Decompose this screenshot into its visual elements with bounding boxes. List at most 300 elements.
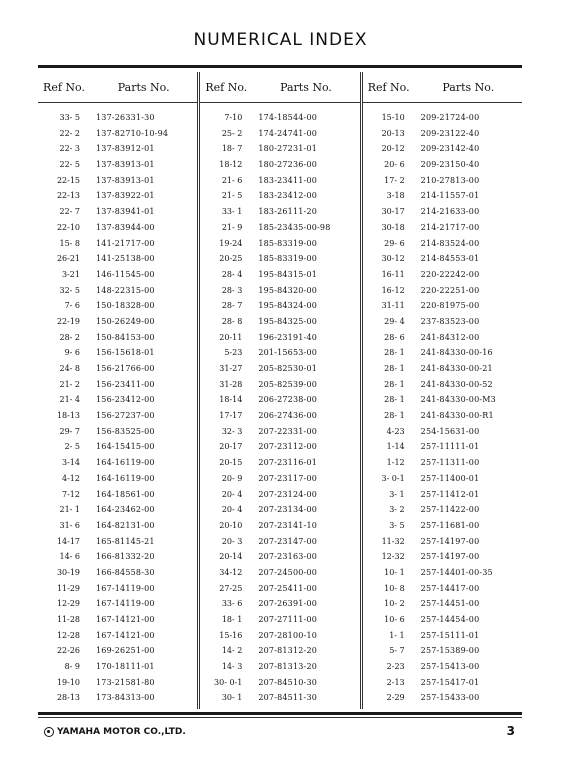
parts-no-cell: 214-83524-00 — [420, 238, 480, 248]
table-row — [200, 502, 359, 518]
index-column-3 — [360, 72, 522, 709]
table-row — [200, 173, 359, 189]
ref-no-cell: 22- 7 — [59, 207, 80, 217]
parts-no-cell: 201-15653-00 — [258, 348, 318, 358]
ref-no-cell: 22- 3 — [59, 144, 80, 154]
table-row — [200, 251, 359, 267]
parts-no-cell: 257-15389-00 — [420, 646, 480, 656]
table-row — [38, 565, 197, 581]
parts-no-cell: 257-15111-01 — [420, 630, 480, 640]
ref-no-cell: 1-14 — [386, 442, 405, 452]
parts-no-cell: 165-81145-21 — [96, 536, 155, 546]
page-title: NUMERICAL INDEX — [193, 30, 368, 50]
parts-no-cell: 210-27813-00 — [420, 175, 480, 185]
parts-no-cell: 257-15417-01 — [420, 677, 480, 687]
ref-no-cell: 28- 2 — [59, 332, 80, 342]
parts-no-cell: 257-11422-00 — [420, 505, 480, 515]
numerical-index-table — [38, 72, 522, 709]
table-row — [363, 173, 522, 189]
ref-no-cell: 20- 4 — [221, 489, 243, 499]
ref-no-cell: 25- 2 — [221, 128, 243, 138]
table-row — [38, 283, 197, 299]
ref-no-cell: 20-15 — [219, 458, 243, 468]
table-row — [363, 236, 522, 252]
parts-no-cell: 174-24741-00 — [258, 128, 318, 138]
ref-no-cell: 14- 3 — [221, 662, 243, 672]
ref-no-cell: 21- 5 — [221, 191, 243, 201]
ref-no-cell: 22- 2 — [59, 128, 80, 138]
table-row — [200, 377, 359, 393]
parts-no-cell: 156-23412-00 — [96, 395, 155, 405]
table-row — [363, 298, 522, 314]
ref-no-cell: 29- 4 — [384, 316, 405, 326]
ref-no-cell: 30-12 — [381, 254, 405, 264]
parts-no-cell: 166-81332-20 — [96, 552, 155, 562]
ref-no-cell: 5-23 — [224, 348, 243, 358]
table-row — [38, 173, 197, 189]
table-row — [200, 690, 359, 706]
parts-no-cell: 137-26331-30 — [96, 113, 155, 122]
table-row — [363, 126, 522, 142]
table-row — [363, 251, 522, 267]
parts-no-cell: 156-21766-00 — [96, 364, 155, 373]
ref-no-cell: 15-16 — [219, 630, 243, 640]
parts-no-cell: 167-14119-00 — [96, 583, 155, 593]
bottom-rule — [38, 712, 522, 715]
ref-no-cell: 14- 2 — [221, 646, 243, 656]
table-row — [200, 424, 359, 440]
ref-no-cell: 3-18 — [386, 191, 405, 201]
ref-no-cell: 5- 7 — [389, 646, 405, 656]
ref-no-header: Ref No. — [367, 80, 410, 94]
table-row — [200, 675, 359, 691]
ref-no-cell: 15-10 — [381, 113, 405, 122]
ref-no-cell: 2- 5 — [64, 442, 80, 452]
ref-no-cell: 20-10 — [219, 520, 243, 530]
ref-no-cell: 14-17 — [56, 536, 80, 546]
parts-no-cell: 170-18111-01 — [96, 662, 155, 672]
parts-no-cell: 150-18328-00 — [96, 301, 155, 311]
ref-no-cell: 12-32 — [381, 552, 405, 562]
table-row — [38, 487, 197, 503]
ref-no-cell: 28- 1 — [384, 364, 405, 373]
table-row — [38, 377, 197, 393]
parts-no-cell: 207-84511-30 — [258, 693, 318, 703]
table-row — [363, 220, 522, 236]
ref-no-cell: 20-11 — [219, 332, 243, 342]
ref-no-cell: 28- 8 — [221, 316, 243, 326]
ref-no-cell: 11-28 — [56, 615, 80, 624]
parts-no-cell: 195-84315-01 — [258, 269, 318, 279]
table-row — [363, 424, 522, 440]
parts-no-cell: 169-26251-00 — [96, 646, 155, 656]
table-row — [38, 534, 197, 550]
ref-no-cell: 33- 5 — [59, 113, 80, 122]
table-row — [200, 534, 359, 550]
parts-no-cell: 196-23191-40 — [258, 332, 318, 342]
parts-no-cell: 156-27237-00 — [96, 411, 155, 421]
ref-no-cell: 11-32 — [381, 536, 405, 546]
parts-no-cell: 214-21717-00 — [420, 222, 480, 232]
parts-no-cell: 209-23122-40 — [420, 128, 480, 138]
table-row — [363, 314, 522, 330]
ref-no-cell: 20- 9 — [221, 473, 243, 483]
table-row — [200, 157, 359, 173]
parts-no-cell: 183-23412-00 — [258, 191, 318, 201]
ref-no-cell: 24- 8 — [59, 364, 80, 373]
ref-no-cell: 18-13 — [56, 411, 80, 421]
table-row — [363, 188, 522, 204]
table-row — [200, 549, 359, 565]
ref-no-cell: 3- 1 — [389, 489, 405, 499]
ref-no-cell: 28- 7 — [221, 301, 243, 311]
table-row — [38, 690, 197, 706]
parts-no-cell: 214-84553-01 — [420, 254, 480, 264]
parts-no-cell: 207-81313-20 — [258, 662, 318, 672]
ref-no-cell: 17-17 — [219, 411, 243, 421]
ref-no-cell: 20-14 — [219, 552, 243, 562]
parts-no-cell: 164-82131-00 — [96, 520, 155, 530]
table-row — [38, 455, 197, 471]
table-row — [38, 612, 197, 628]
ref-no-cell: 18-12 — [219, 160, 243, 170]
ref-no-cell: 18- 1 — [221, 615, 243, 624]
ref-no-cell: 20-17 — [219, 442, 243, 452]
parts-no-cell: 257-11111-01 — [420, 442, 480, 452]
table-row — [363, 345, 522, 361]
ref-no-cell: 34-12 — [219, 567, 243, 577]
table-row — [200, 314, 359, 330]
table-row — [200, 267, 359, 283]
rows — [200, 110, 359, 706]
parts-no-cell: 167-14119-00 — [96, 599, 155, 609]
parts-no-cell: 214-21633-00 — [420, 207, 480, 217]
parts-no-cell: 241-84330-00-16 — [420, 348, 493, 358]
table-row — [200, 643, 359, 659]
table-row — [38, 298, 197, 314]
table-row — [200, 596, 359, 612]
table-row — [200, 408, 359, 424]
parts-no-cell: 257-11400-01 — [420, 473, 480, 483]
ref-no-cell: 1- 1 — [389, 630, 405, 640]
parts-no-cell: 257-14401-00-35 — [420, 567, 493, 577]
table-row — [363, 408, 522, 424]
ref-no-cell: 20- 6 — [384, 160, 405, 170]
ref-no-cell: 10- 8 — [384, 583, 405, 593]
ref-no-header: Ref No. — [205, 80, 248, 94]
parts-no-cell: 164-23462-00 — [96, 505, 155, 515]
ref-no-cell: 12-29 — [56, 599, 80, 609]
parts-no-cell: 207-84510-30 — [258, 677, 318, 687]
parts-no-cell: 207-27111-00 — [258, 615, 318, 624]
table-row — [200, 188, 359, 204]
column-header — [363, 72, 522, 103]
parts-no-cell: 150-84153-00 — [96, 332, 155, 342]
ref-no-cell: 22-19 — [56, 316, 80, 326]
parts-no-cell: 180-27236-00 — [258, 160, 318, 170]
ref-no-cell: 26-21 — [56, 254, 80, 264]
parts-no-cell: 167-14121-00 — [96, 615, 155, 624]
parts-no-cell: 207-23147-00 — [258, 536, 318, 546]
ref-no-cell: 3- 5 — [389, 520, 405, 530]
table-row — [363, 377, 522, 393]
table-row — [363, 581, 522, 597]
ref-no-cell: 8- 9 — [64, 662, 80, 672]
table-row — [38, 439, 197, 455]
parts-no-cell: 205-82539-00 — [258, 379, 318, 389]
parts-no-cell: 241-84312-00 — [420, 332, 480, 342]
table-row — [200, 455, 359, 471]
ref-no-cell: 28- 6 — [384, 332, 405, 342]
parts-no-cell: 220-81975-00 — [420, 301, 480, 311]
parts-no-cell: 207-23134-00 — [258, 505, 318, 515]
table-row — [200, 236, 359, 252]
table-row — [363, 534, 522, 550]
parts-no-cell: 148-22315-00 — [96, 285, 155, 295]
parts-no-cell: 164-18561-00 — [96, 489, 155, 499]
table-row — [38, 251, 197, 267]
ref-no-cell: 3- 0-1 — [381, 473, 405, 483]
ref-no-cell: 22- 5 — [59, 160, 80, 170]
parts-no-cell: 241-84330-00-R1 — [420, 411, 494, 421]
ref-no-cell: 30-19 — [56, 567, 80, 577]
rows — [38, 110, 197, 706]
table-row — [38, 596, 197, 612]
parts-no-cell: 209-23150-40 — [420, 160, 480, 170]
table-row — [363, 487, 522, 503]
parts-no-cell: 156-15618-01 — [96, 348, 155, 358]
ref-no-cell: 3- 2 — [389, 505, 405, 515]
ref-no-cell: 28-13 — [56, 693, 80, 703]
parts-no-cell: 137-82710-10-94 — [96, 128, 169, 138]
table-row — [38, 157, 197, 173]
ref-no-cell: 16-12 — [381, 285, 405, 295]
parts-no-cell: 173-84313-00 — [96, 693, 155, 703]
ref-no-cell: 19-10 — [56, 677, 80, 687]
parts-no-cell: 137-83913-01 — [96, 175, 155, 185]
parts-no-cell: 207-22331-00 — [258, 426, 318, 436]
ref-no-cell: 18-14 — [219, 395, 243, 405]
parts-no-cell: 207-25411-00 — [258, 583, 318, 593]
parts-no-cell: 237-83523-00 — [420, 316, 480, 326]
page-number: 3 — [506, 724, 515, 738]
parts-no-cell: 156-23411-00 — [96, 379, 155, 389]
ref-no-cell: 30- 1 — [221, 693, 243, 703]
table-row — [38, 628, 197, 644]
parts-no-cell: 166-84558-30 — [96, 567, 155, 577]
table-row — [38, 659, 197, 675]
ref-no-cell: 28- 1 — [384, 411, 405, 421]
table-row — [363, 110, 522, 126]
ref-no-cell: 3-14 — [62, 458, 80, 468]
parts-no-cell: 137-83941-01 — [96, 207, 155, 217]
parts-no-cell: 257-11412-01 — [420, 489, 480, 499]
ref-no-cell: 30- 0-1 — [214, 677, 243, 687]
table-row — [38, 392, 197, 408]
parts-no-cell: 173-21581-80 — [96, 677, 155, 687]
parts-no-cell: 209-21724-00 — [420, 113, 480, 122]
ref-no-cell: 20-12 — [381, 144, 405, 154]
table-row — [200, 487, 359, 503]
ref-no-cell: 28- 4 — [221, 269, 243, 279]
ref-no-cell: 28- 1 — [384, 348, 405, 358]
parts-no-cell: 137-83913-01 — [96, 160, 155, 170]
parts-no-cell: 257-14417-00 — [420, 583, 480, 593]
yamaha-emblem-icon — [44, 727, 54, 737]
ref-no-cell: 21- 1 — [59, 505, 80, 515]
parts-no-cell: 183-26111-20 — [258, 207, 318, 217]
table-row — [38, 204, 197, 220]
ref-no-cell: 20-25 — [219, 254, 243, 264]
parts-no-cell: 137-83922-01 — [96, 191, 155, 201]
ref-no-cell: 30-18 — [381, 222, 405, 232]
ref-no-header: Ref No. — [43, 80, 85, 94]
parts-no-cell: 207-23117-00 — [258, 473, 318, 483]
parts-no-cell: 220-22242-00 — [420, 269, 480, 279]
ref-no-cell: 30-17 — [381, 207, 405, 217]
table-row — [363, 612, 522, 628]
bottom-thin-rule — [38, 717, 522, 718]
parts-no-cell: 209-23142-40 — [420, 144, 480, 154]
table-row — [38, 126, 197, 142]
parts-no-cell: 205-82530-01 — [258, 364, 318, 373]
table-row — [200, 298, 359, 314]
table-row — [200, 439, 359, 455]
table-row — [363, 267, 522, 283]
parts-no-cell: 137-83944-00 — [96, 222, 155, 232]
table-row — [38, 236, 197, 252]
parts-no-cell: 257-11311-00 — [420, 458, 480, 468]
table-row — [363, 659, 522, 675]
table-row — [38, 220, 197, 236]
table-row — [200, 141, 359, 157]
ref-no-cell: 22-26 — [56, 646, 80, 656]
parts-no-cell: 164-15415-00 — [96, 442, 155, 452]
table-row — [363, 455, 522, 471]
table-row — [38, 314, 197, 330]
ref-no-cell: 21- 2 — [59, 379, 80, 389]
parts-no-cell: 207-23141-10 — [258, 520, 318, 530]
ref-no-cell: 10- 2 — [384, 599, 405, 609]
table-row — [38, 502, 197, 518]
parts-no-cell: 207-26391-00 — [258, 599, 318, 609]
ref-no-cell: 28- 1 — [384, 395, 405, 405]
table-row — [363, 502, 522, 518]
parts-no-cell: 257-14454-00 — [420, 615, 480, 624]
parts-no-cell: 164-16119-00 — [96, 458, 155, 468]
parts-no-cell: 180-27231-01 — [258, 144, 318, 154]
table-row — [38, 361, 197, 377]
table-row — [200, 345, 359, 361]
ref-no-cell: 29- 6 — [384, 238, 405, 248]
parts-no-cell: 206-27436-00 — [258, 411, 318, 421]
parts-no-cell: 150-26249-00 — [96, 316, 155, 326]
ref-no-cell: 7-12 — [62, 489, 80, 499]
parts-no-cell: 207-23112-00 — [258, 442, 318, 452]
parts-no-cell: 183-23411-00 — [258, 175, 318, 185]
column-header — [200, 72, 359, 103]
table-row — [363, 157, 522, 173]
ref-no-cell: 32- 3 — [221, 426, 243, 436]
table-row — [38, 675, 197, 691]
ref-no-cell: 32- 5 — [59, 285, 80, 295]
parts-no-cell: 257-14197-00 — [420, 552, 480, 562]
table-row — [200, 392, 359, 408]
parts-no-cell: 185-83319-00 — [258, 254, 318, 264]
table-row — [38, 141, 197, 157]
table-row — [38, 643, 197, 659]
parts-no-cell: 137-83912-01 — [96, 144, 155, 154]
ref-no-cell: 14- 6 — [59, 552, 80, 562]
ref-no-cell: 22-13 — [56, 191, 80, 201]
table-row — [200, 565, 359, 581]
ref-no-cell: 4-12 — [62, 473, 80, 483]
ref-no-cell: 20-13 — [381, 128, 405, 138]
table-row — [38, 330, 197, 346]
table-row — [363, 283, 522, 299]
table-row — [200, 659, 359, 675]
ref-no-cell: 16-11 — [381, 269, 405, 279]
table-row — [200, 283, 359, 299]
table-row — [200, 612, 359, 628]
ref-no-cell: 2-13 — [386, 677, 405, 687]
table-row — [200, 518, 359, 534]
parts-no-cell: 207-23116-01 — [258, 458, 318, 468]
table-row — [200, 126, 359, 142]
table-row — [363, 565, 522, 581]
table-row — [363, 204, 522, 220]
table-row — [363, 549, 522, 565]
parts-no-cell: 185-23435-00-98 — [258, 222, 331, 232]
parts-no-header: Parts No. — [280, 80, 332, 94]
parts-no-cell: 254-15631-00 — [420, 426, 480, 436]
ref-no-cell: 20- 3 — [221, 536, 243, 546]
ref-no-cell: 7-10 — [224, 113, 243, 122]
ref-no-cell: 1-12 — [386, 458, 405, 468]
table-row — [38, 518, 197, 534]
table-row — [363, 439, 522, 455]
ref-no-cell: 22-10 — [56, 222, 80, 232]
table-row — [38, 549, 197, 565]
ref-no-cell: 31-11 — [381, 301, 405, 311]
table-row — [363, 392, 522, 408]
ref-no-cell: 22-15 — [56, 175, 80, 185]
table-row — [38, 471, 197, 487]
parts-no-header: Parts No. — [442, 80, 495, 94]
ref-no-cell: 33- 6 — [221, 599, 243, 609]
parts-no-cell: 207-81312-20 — [258, 646, 318, 656]
index-column-1 — [38, 72, 197, 709]
table-row — [200, 361, 359, 377]
table-row — [38, 188, 197, 204]
ref-no-cell: 2-29 — [386, 693, 405, 703]
parts-no-cell: 156-83525-00 — [96, 426, 155, 436]
table-row — [38, 408, 197, 424]
table-row — [363, 675, 522, 691]
table-row — [363, 643, 522, 659]
table-row — [200, 110, 359, 126]
table-row — [363, 518, 522, 534]
parts-no-cell: 207-23163-00 — [258, 552, 318, 562]
table-row — [363, 361, 522, 377]
parts-no-cell: 207-23124-00 — [258, 489, 318, 499]
ref-no-cell: 31-27 — [219, 364, 243, 373]
rows — [363, 110, 522, 706]
parts-no-cell: 257-11681-00 — [420, 520, 480, 530]
ref-no-cell: 20- 4 — [221, 505, 243, 515]
parts-no-cell: 146-11545-00 — [96, 269, 155, 279]
table-row — [200, 330, 359, 346]
